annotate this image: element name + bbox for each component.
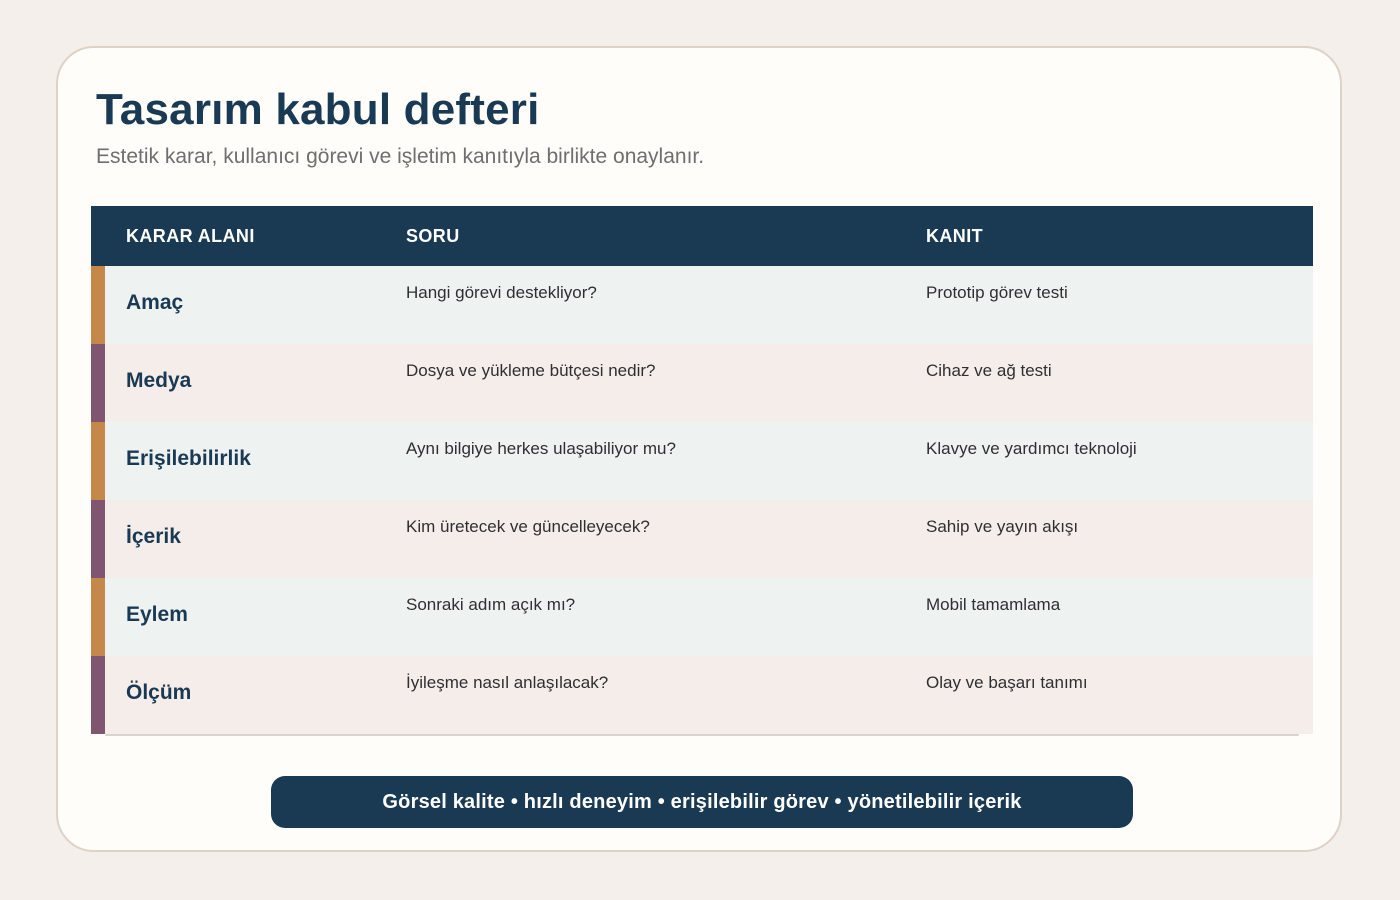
decision-area: İçerik [126,525,181,548]
table-header [91,206,1313,266]
evidence-cell: Cihaz ve ağ testi [926,361,1052,380]
page-title: Tasarım kabul defteri [96,85,540,134]
decision-area: Eylem [126,603,188,626]
ledger-card [56,46,1342,852]
question-cell: Kim üretecek ve güncelleyecek? [406,517,650,536]
page-subtitle: Estetik karar, kullanıcı görevi ve işletim kanıtıyla birlikte onaylanır. [96,145,705,168]
footer-tagline: Görsel kalite • hızlı deneyim • erişilebilir görev • yönetilebilir içerik [271,776,1133,828]
evidence-cell: Sahip ve yayın akışı [926,517,1079,536]
question-cell: Sonraki adım açık mı? [406,595,576,614]
question-cell: Dosya ve yükleme bütçesi nedir? [406,361,656,380]
row-accent-bar [91,266,105,344]
table-row [91,422,1313,500]
decision-area: Ölçüm [126,681,192,704]
evidence-cell: Mobil tamamlama [926,595,1061,614]
table-row [91,266,1313,344]
decision-area: Medya [126,369,192,392]
table-row [91,578,1313,656]
row-accent-bar [91,656,105,734]
decision-area: Amaç [126,291,184,314]
column-header-evidence: KANIT [926,226,983,246]
row-accent-bar [91,578,105,656]
question-cell: İyileşme nasıl anlaşılacak? [406,673,609,692]
row-accent-bar [91,344,105,422]
decision-area: Erişilebilirlik [126,447,251,470]
column-header-question: SORU [406,226,460,246]
table-row [91,344,1313,422]
table-bottom-rule [105,734,1299,736]
column-header-decision-area: KARAR ALANI [126,226,255,246]
evidence-cell: Olay ve başarı tanımı [926,673,1088,692]
evidence-cell: Klavye ve yardımcı teknoloji [926,439,1137,458]
evidence-cell: Prototip görev testi [926,283,1068,302]
table-row [91,500,1313,578]
question-cell: Aynı bilgiye herkes ulaşabiliyor mu? [406,439,676,458]
question-cell: Hangi görevi destekliyor? [406,283,597,302]
table-row [91,656,1313,734]
row-accent-bar [91,422,105,500]
decision-table [91,206,1313,734]
table-body [91,266,1313,734]
row-accent-bar [91,500,105,578]
